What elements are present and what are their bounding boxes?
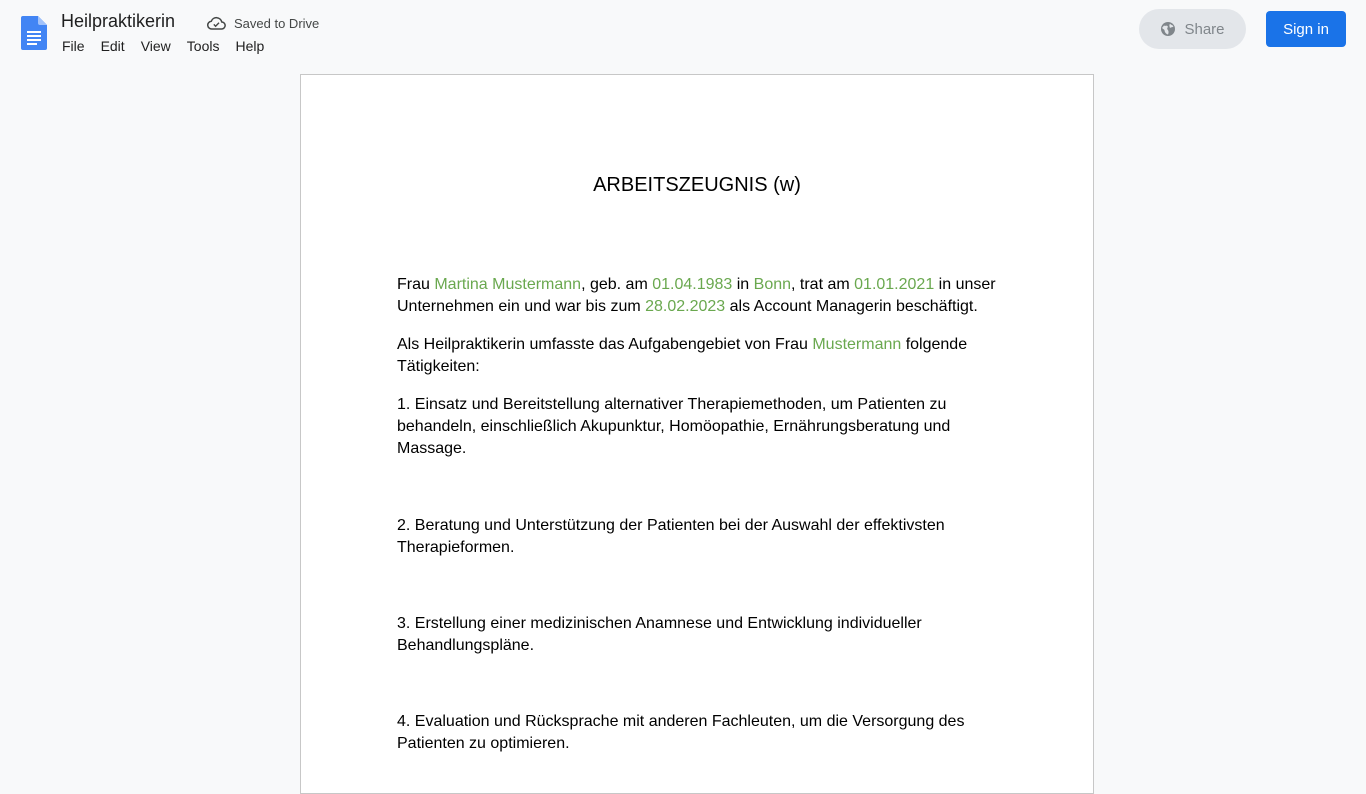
task-item-4: 4. Evaluation und Rücksprache mit anderen Fachleuten, um die Versorgung des Patienten zu optimieren.	[397, 713, 965, 752]
text-segment: , trat am	[791, 276, 855, 293]
end-date: 28.02.2023	[645, 298, 726, 315]
duties-intro-paragraph	[397, 334, 997, 378]
text-segment: Als Heilpraktikerin umfasste das Aufgabengebiet von Frau	[397, 336, 813, 353]
save-status-label: Saved to Drive	[234, 15, 320, 31]
globe-icon	[1160, 21, 1176, 37]
birth-city: Bonn	[753, 276, 792, 293]
share-label: Share	[1184, 20, 1225, 38]
text-segment: Frau	[397, 276, 435, 293]
text-segment: folgende Tätigkeiten:	[397, 336, 968, 375]
document-page[interactable]	[300, 74, 1094, 794]
intro-paragraph	[397, 274, 997, 318]
menu-help[interactable]: Help	[235, 38, 265, 54]
docs-icon[interactable]	[21, 16, 47, 50]
text-segment: in unser Unternehmen ein und war bis zum	[397, 276, 996, 315]
menu-bar	[54, 36, 272, 56]
menu-view[interactable]: View	[140, 38, 171, 54]
task-item-1: 1. Einsatz und Bereitstellung alternativer Therapiemethoden, um Patienten zu behandeln, einschließlich Akupunktur, Homöopathie, Ernährungsberatung und Massage.	[397, 396, 951, 457]
menu-edit[interactable]: Edit	[100, 38, 125, 54]
text-segment: , geb. am	[581, 276, 653, 293]
task-item-2: 2. Beratung und Unterstützung der Patienten bei der Auswahl der effektivsten Therapieformen.	[397, 517, 945, 556]
save-status	[207, 14, 319, 32]
text-segment: als Account Managerin beschäftigt.	[725, 298, 978, 315]
share-button[interactable]	[1139, 9, 1246, 49]
employee-surname: Mustermann	[812, 336, 902, 353]
menu-tools[interactable]: Tools	[186, 38, 220, 54]
employee-name: Martina Mustermann	[434, 276, 582, 293]
birth-date: 01.04.1983	[652, 276, 733, 293]
document-title[interactable]: Heilpraktikerin	[61, 11, 176, 31]
task-item-3: 3. Erstellung einer medizinischen Anamnese und Entwicklung individueller Behandlungspläne.	[397, 615, 922, 654]
menu-file[interactable]: File	[62, 38, 85, 54]
text-segment: in	[732, 276, 754, 293]
start-date: 01.01.2021	[854, 276, 935, 293]
cloud-saved-icon	[207, 16, 226, 30]
sign-in-button[interactable]: Sign in	[1266, 11, 1346, 47]
document-heading: ARBEITSZEUGNIS (w)	[593, 174, 801, 196]
docs-header	[0, 0, 1366, 66]
